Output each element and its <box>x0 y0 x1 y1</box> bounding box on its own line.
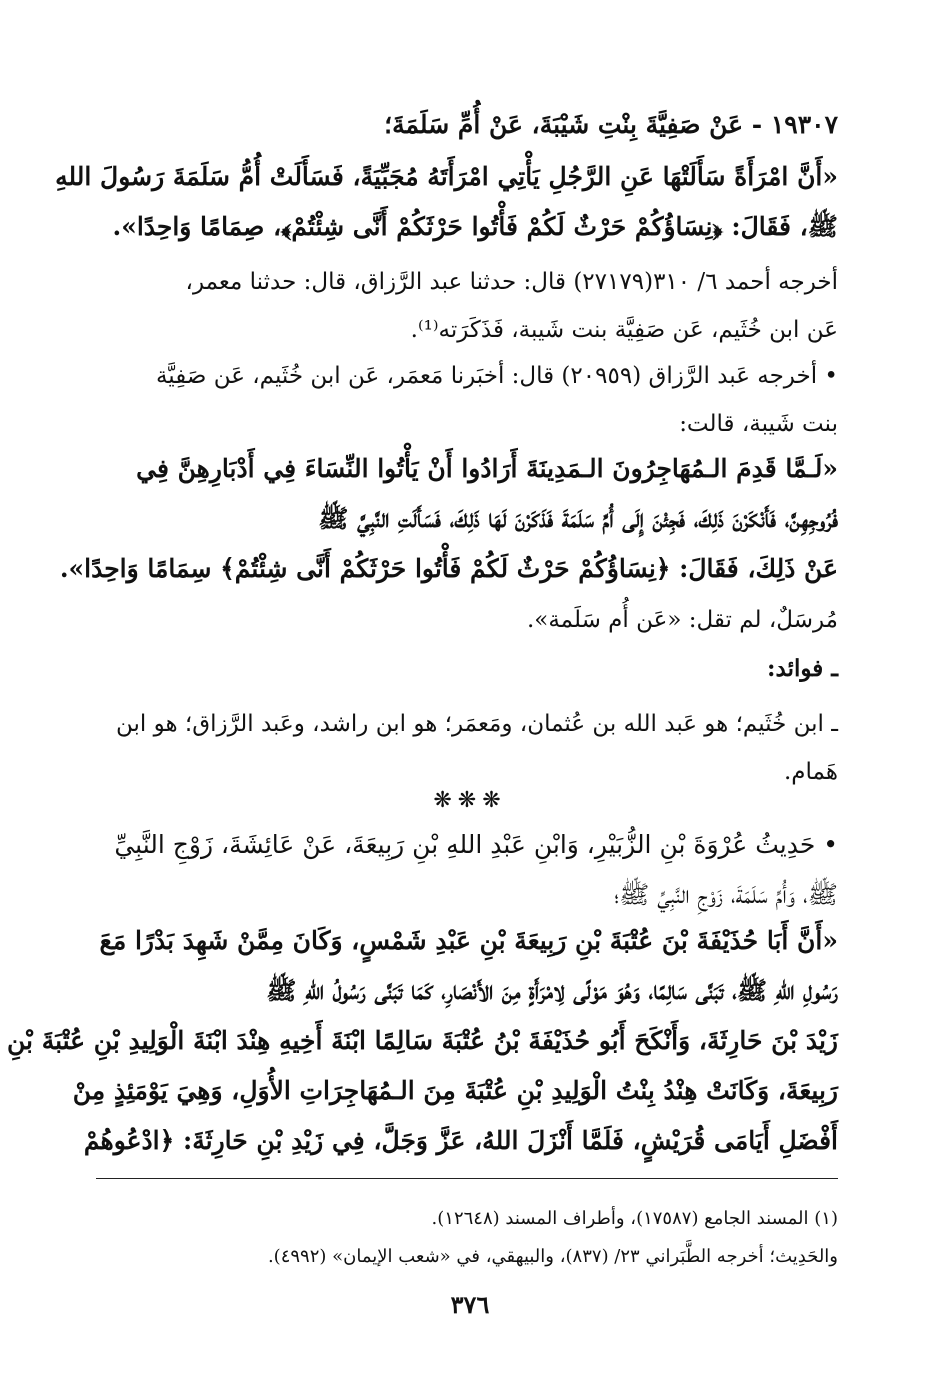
hadith-line: زَيْدَ بْنَ حَارِثَةَ، وَأَنْكَحَ أَبُو حُذَيْفَةَ بْنُ عُتْبَةَ سَالِمًا ابْنَةَ أَخِيهِ هِنْدَ ابْنَةَ الْوَلِيدِ بْنِ عُتْبَةَ بْنِ <box>7 1026 838 1055</box>
takhrij-line: عَن ابن خُثَيم، عَن صَفِيَّة بنت شَيبة، فَذَكَرَته⁽¹⁾. <box>410 317 838 343</box>
hadith-line: رَبِيعَةَ، وَكَانَتْ هِنْدُ بِنْتُ الْوَلِيدِ بْنِ عُتْبَةَ مِنَ الـمُهَاجِرَاتِ الأُوَلِ، وَهِيَ يَوْمَئِذٍ مِنْ <box>72 1076 838 1105</box>
takhrij-line: • أخرجه عَبد الرَّزاق (٢٠٩٥٩) قال: أخبَرنا مَعمَر، عَن ابن خُثَيم، عَن صَفِيَّة <box>155 363 838 389</box>
footnote-line: (١) المسند الجامع (١٧٥٨٧)، وأطراف المسند (١٢٦٤٨). <box>431 1208 838 1229</box>
chain-line: • حَدِيثُ عُرْوَةَ بْنِ الزُّبَيْرِ، وَابْنِ عَبْدِ اللهِ بْنِ رَبِيعَةَ، عَنْ عَائِشَةَ، زَوْجِ النَّبِيِّ <box>114 830 838 859</box>
hadith-line: ﷺ، فَقَالَ: ﴿نِسَاؤُكُمْ حَرْثٌ لَكُمْ فَأْتُوا حَرْثَكُمْ أَنَّى شِئْتُمْ﴾، صِمَامًا وَاحِدًا». <box>112 212 838 241</box>
chain-line: ﷺ، وَأُمِّ سَلَمَةَ، زَوْجِ النَّبِيِّ ﷺ؛ <box>614 880 838 909</box>
hadith-line: «أَنَّ امْرَأَةً سَأَلَتْهَا عَنِ الرَّجُلِ يَأْتِي امْرَأَتَهُ مُجَبِّيَةً، فَسَأَلَتْ أُمُّ سَلَمَةَ رَسُولَ اللهِ <box>55 162 838 191</box>
heading-line: ١٩٣٠٧ - عَنْ صَفِيَّةَ بِنْتِ شَيْبَةَ، عَنْ أُمِّ سَلَمَةَ؛ <box>384 110 838 139</box>
hadith-text <box>55 152 838 252</box>
mursal-note <box>96 596 838 644</box>
hadith-chain-heading <box>96 820 838 920</box>
footnotes <box>96 1200 838 1276</box>
alt-takhrij-paragraph <box>96 352 838 448</box>
alt-hadith-text <box>59 444 838 594</box>
fawaid-line: ـ ابن خُثَيم؛ هو عَبد الله بن عُثمان، ومَعمَر؛ هو ابن راشد، وعَبد الرَّزاق؛ هو ابن <box>116 711 838 737</box>
section-separator: ❋❋❋ <box>433 788 507 813</box>
hadith-line: «لَـمَّا قَدِمَ الـمُهَاجِرُونَ الـمَدِينَةَ أَرَادُوا أَنْ يَأْتُوا النِّسَاءَ فِي أَدْبَارِهِنَّ فِي <box>136 454 838 483</box>
fawaid-line: هَمام. <box>784 759 838 785</box>
hadith-number-heading <box>96 100 838 150</box>
takhrij-line: أخرجه أحمد ٦/ ٣١٠(٢٧١٧٩) قال: حدثنا عبد الرَّزاق، قال: حدثنا معمر، <box>185 269 838 295</box>
takhrij-line: بنت شَيبة، قالت: <box>679 411 838 437</box>
footnote-divider <box>96 1178 838 1179</box>
fawaid-text <box>96 700 838 796</box>
hadith-line: فُرُوجِهِنَّ، فَأَنْكَرْنَ ذَلِكَ، فَجِئْنَ إِلَى أُمِّ سَلَمَةَ فَذَكَرْنَ لَهَا ذَلِكَ، فَسَأَلَتِ النَّبِيَّ ﷺ <box>318 504 838 533</box>
fawaid-heading-text: ـ فوائد: <box>767 655 838 682</box>
hadith-line: «أَنَّ أَبَا حُذَيْفَةَ بْنَ عُتْبَةَ بْنِ رَبِيعَةَ بْنِ عَبْدِ شَمْسٍ، وَكَانَ مِمَّنْ شَهِدَ بَدْرًا مَعَ <box>99 926 838 955</box>
hadith-line: عَنْ ذَلِكَ، فَقَالَ: ﴿نِسَاؤُكُمْ حَرْثٌ لَكُمْ فَأْتُوا حَرْثَكُمْ أَنَّى شِئْتُمْ﴾ سِمَامًا وَاحِدًا». <box>59 554 838 583</box>
hadith-line: أَفْضَلِ أَيَامَى قُرَيْشٍ، فَلَمَّا أَنْزَلَ اللهُ، عَزَّ وَجَلَّ، فِي زَيْدِ بْنِ حَارِثَةَ: ﴿ادْعُوهُمْ <box>83 1126 838 1155</box>
hadith-text-2 <box>7 916 838 1166</box>
hadith-line: رَسُولِ اللهِ ﷺ، تَبَنَّى سَالِمًا، وَهُوَ مَوْلًى لِامْرَأَةٍ مِنَ الأَنْصَارِ، كَمَا تَبَنَّى رَسُولُ اللهِ ﷺ <box>266 976 838 1005</box>
page-number: ٣٧٦ <box>450 1290 490 1319</box>
note-line: مُرسَلٌ، لم تقل: «عَن أُم سَلَمة». <box>526 607 838 633</box>
footnote-line: والحَدِيث؛ أخرجه الطَّبَراني ٢٣/ (٨٣٧)، والبيهقي، في «شعب الإيمان» (٤٩٩٢). <box>267 1246 838 1267</box>
takhrij-paragraph <box>96 258 838 354</box>
fawaid-heading <box>96 645 838 693</box>
